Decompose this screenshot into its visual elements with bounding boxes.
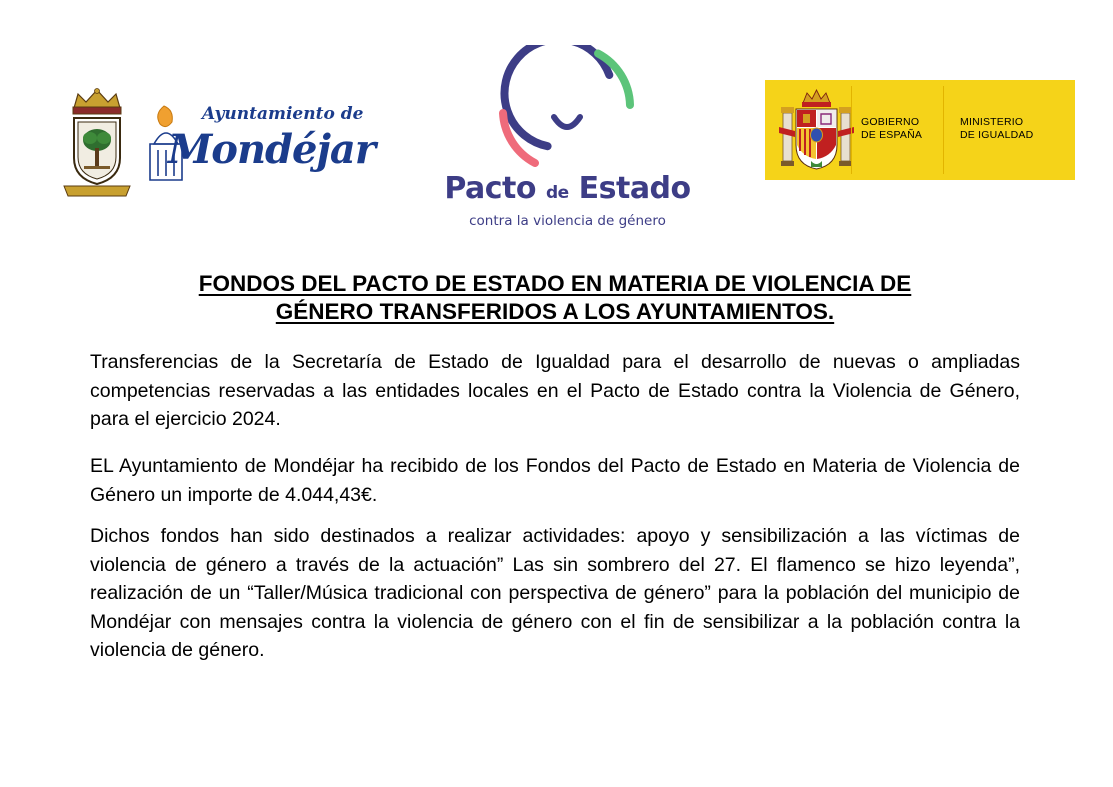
pacto-title <box>440 171 695 206</box>
ayuntamiento-label: Ayuntamiento de <box>202 104 364 124</box>
mondejar-coat-of-arms-icon <box>60 86 135 198</box>
gobierno-espana-logo <box>765 80 1075 180</box>
title-line-2: GÉNERO TRANSFERIDOS A LOS AYUNTAMIENTOS. <box>275 299 835 324</box>
ministerio-line1: MINISTERIO <box>960 116 1024 128</box>
paragraph-importe: EL Ayuntamiento de Mondéjar ha recibido de los Fondos del Pacto de Estado en Materia de Violencia de Género un importe de 4.044,43€. <box>90 455 1020 506</box>
paragraph-actividades: Dichos fondos han sido destinados a realizar actividades: apoyo y sensibilización a las víctimas de violencia de género a través de la actuación” Las sin sombrero del 27. El flamenco se hizo leyenda”, realización de un “Taller/Música tradicional con perspectiva de género” para la población del municipio de Mondéjar con mensajes contra la violencia de género con el fin de sensibilizar a la población contra la violencia de género. <box>90 525 1020 661</box>
gobierno-text <box>861 116 922 142</box>
title-line-1: FONDOS DEL PACTO DE ESTADO EN MATERIA DE VIOLENCIA DE <box>198 271 912 296</box>
gobierno-divider-right <box>943 86 944 174</box>
document-title <box>90 270 1020 326</box>
ministerio-text <box>960 116 1033 142</box>
smile-ring-icon <box>440 45 695 170</box>
ministerio-line2: DE IGUALDAD <box>960 129 1034 141</box>
ayuntamiento-mondejar-logo <box>60 86 375 198</box>
mondejar-wordmark: Mondéjar <box>168 126 375 173</box>
spain-coat-of-arms-icon <box>779 87 854 173</box>
gobierno-line1: GOBIERNO <box>861 116 920 128</box>
pacto-estado-word: Estado <box>578 171 691 206</box>
pacto-de-estado-logo <box>440 45 695 240</box>
pacto-de-word: de <box>545 183 569 203</box>
gobierno-line2: DE ESPAÑA <box>861 129 923 141</box>
paragraph-transferencias: Transferencias de la Secretaría de Estado de Igualdad para el desarrollo de nuevas o ampliadas competencias reservadas a las entidades locales en el Pacto de Estado contra la Violencia de Género, para el ejercicio 2024. <box>90 351 1020 430</box>
pacto-subtitle: contra la violencia de género <box>469 213 666 229</box>
gobierno-divider-left <box>851 86 852 174</box>
pacto-word: Pacto <box>444 171 537 206</box>
